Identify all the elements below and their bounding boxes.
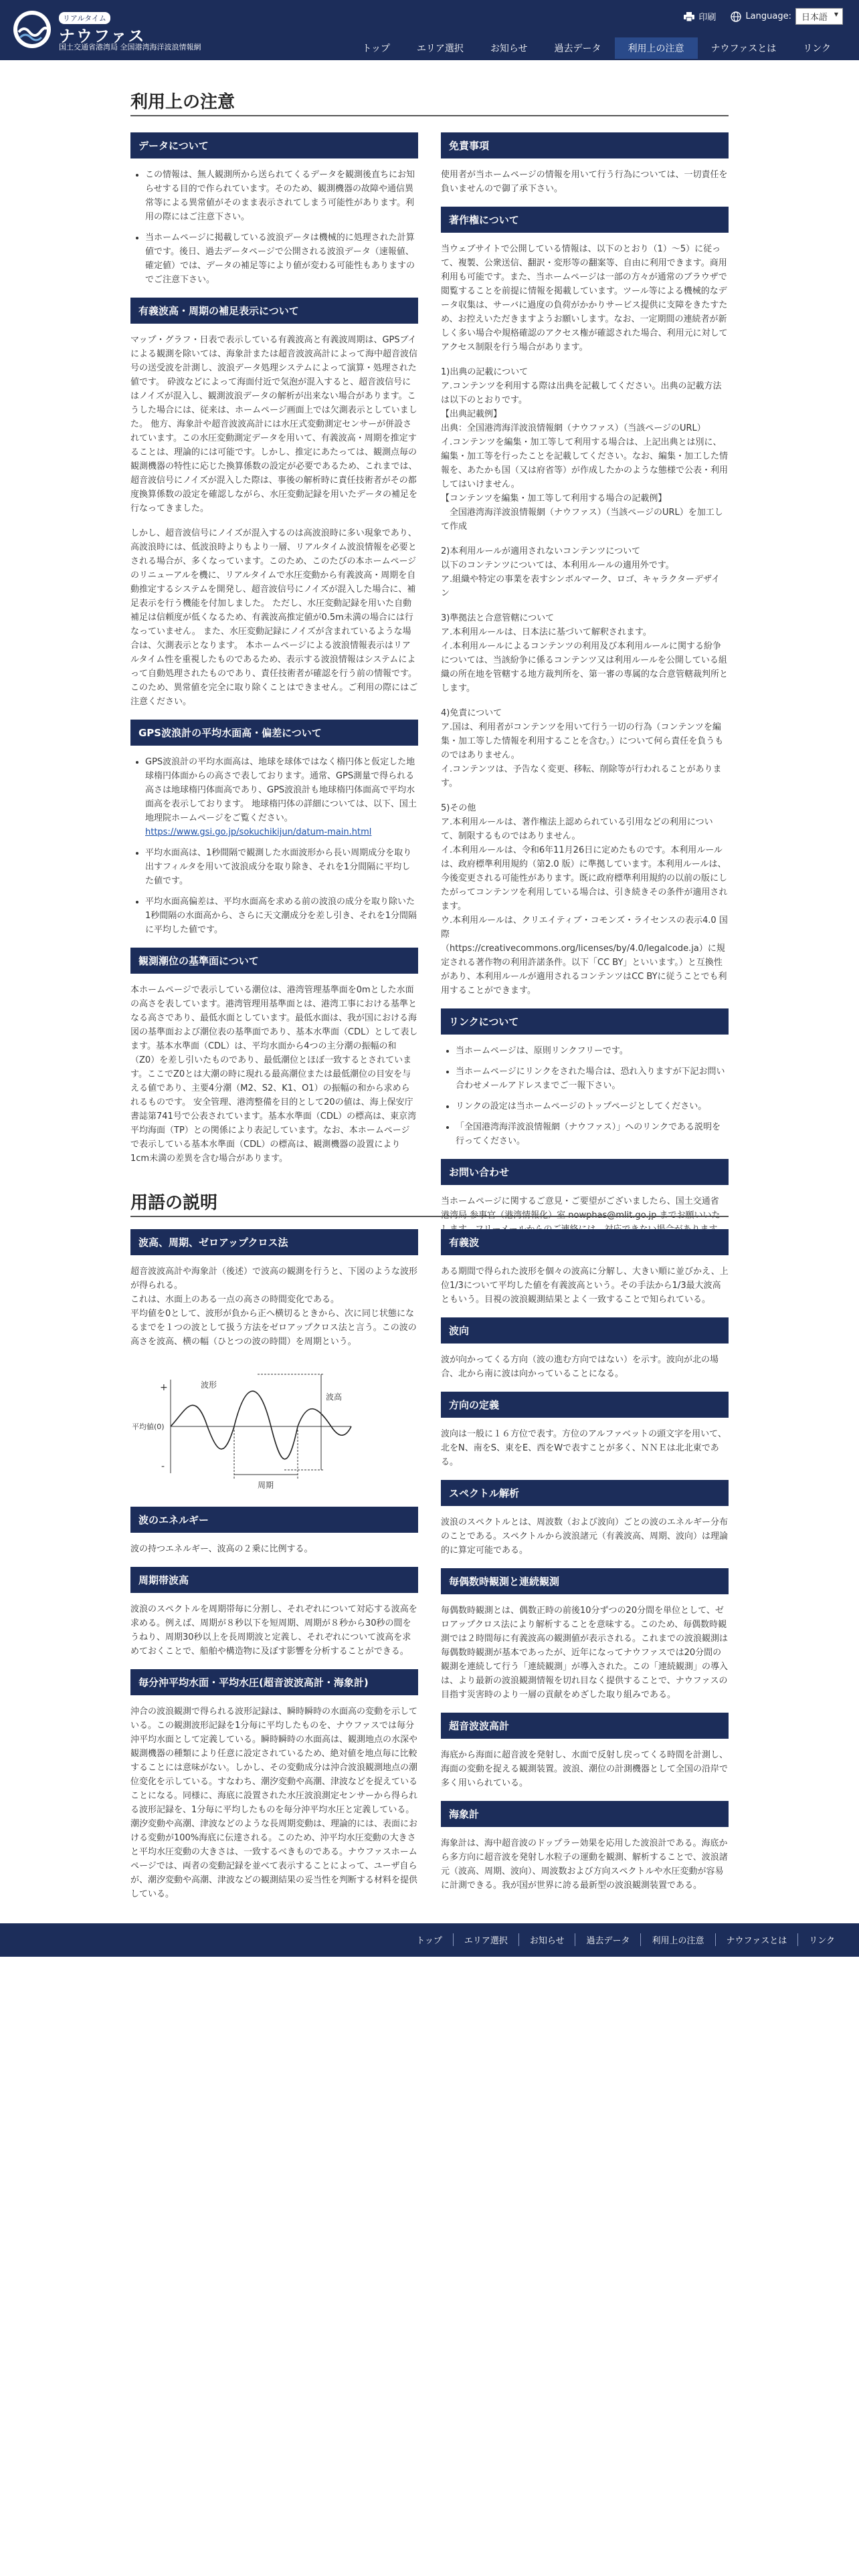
print-link[interactable]: 印刷 xyxy=(698,13,717,23)
nav-about[interactable]: ナウファスとは xyxy=(710,43,777,54)
gsi-datum-link[interactable]: https://www.gsi.go.jp/sokuchikijun/datum-main.html xyxy=(145,827,372,837)
paragraph: 波の持つエネルギー、波高の２乗に比例する。 xyxy=(130,1544,313,1554)
title-divider xyxy=(130,1216,729,1217)
section-heading: スペクトル解析 xyxy=(441,1480,729,1506)
list-item: • 平均水面高は、1秒間隔で観測した水面波形から長い周期成分を取り出すフィルタを用いて波浪成分を取り除き、それを1分間隔に平均した値です。 xyxy=(145,846,418,888)
link-notes-list xyxy=(441,1044,729,1148)
globe-icon xyxy=(731,11,741,22)
paragraph: しかし、超音波信号にノイズが混入するのは高波浪時に多い現象であり、高波浪時には、低波浪時よりもより一層、リアルタイム波浪情報を必要とされる場合が、多くなっています。このため、このたびの本ホームページのリニューアルを機に、リアルタイムで水圧変動から有義波高・周期を自動推定するシステムを開発し、超音波信号にノイズが混入した場合に、補足表示を行う機能を付加しました。 ただし、水圧変動記録を用いた自動補足は信頼度が低くなるため、有義波高推定値が0.5m未満の場合には行なっていません。 また、水圧変動記録にノイズが含まれているような場合は、欠測表示となります。 本ホームページによる波浪情報表示はリアルタイム性を重視したものであるため、表示する波浪情報はシステムによって自動処理されたものであり、責任技術者が確認を行う前の情報です。このため、異常値を完全に取り除くことはできません。ご利用の際にはご注意ください。 xyxy=(130,528,418,707)
paragraph: 沖合の波浪観測で得られる波形記録は、瞬時瞬時の水面高の変動を示している。この観測波形記録を1分毎に平均したものを、ナウファスでは毎分沖平均水面として定義している。瞬時瞬時の水面高は、観測地点の水深や観測機器の種類により任意に設定されているため、絶対値を地点毎に比較することには意味がない。しかし、その変動成分は沖合波浪観測地点の潮位変化を示している。すなわち、潮汐変動や高潮、津波などを捉えていることになる。同様に、海底に設置された水圧波浪測定センサーから得られる波形記録を、1分毎に平均したものを毎分沖平均水圧と定義している。潮汐変動や高潮、津波などのような長周期変動は、理論的には、表面における変動が100%海底に伝達される。このため、沖平均水圧変動の大きさと平均水圧変動の大きさは、一致するべきものである。ナウファスホームページでは、両者の変動記録を並べて表示することによって、ユーザ自らが、潮汐変動や高潮、津波などの観測結果の妥当性を判断する材料を提供している。 xyxy=(130,1707,418,1899)
paragraph: 波浪のスペクトルとは、周波数（および波向）ごとの波のエネルギー分布のことである。スペクトルから波浪諸元（有義波高、周期、波向）は理論的に算定可能である。 xyxy=(441,1517,729,1555)
glossary-right-column xyxy=(441,1229,729,1903)
printer-icon[interactable] xyxy=(684,12,694,21)
diagram-label-period: 周期 xyxy=(258,1481,274,1490)
section-heading: 超音波波高計 xyxy=(441,1713,729,1739)
nav-news[interactable]: お知らせ xyxy=(490,43,528,54)
footer-nav-about[interactable]: ナウファスとは xyxy=(715,1933,798,1946)
section-heading: 毎偶数時観測と連続観測 xyxy=(441,1568,729,1594)
logo-title[interactable]: ナウファス xyxy=(59,27,146,45)
diagram-label-minus: - xyxy=(161,1461,165,1472)
paragraph: 海象計は、海中超音波のドップラー効果を応用した波浪計である。海底から多方向に超音波を発射し水粒子の運動を観測、解析することで、波浪諸元（波高、周期、波向）、周波数および方向スペクトルや水圧変動が容易に計測できる。我が国が世界に誇る最新型の波浪観測装置である。 xyxy=(441,1838,728,1891)
footer-nav-past-data[interactable]: 過去データ xyxy=(575,1933,640,1946)
paragraph: 超音波波高計や海象計（後述）で波高の観測を行うと、下図のような波形が得られる。 これは、水面上のある一点の高さの時間変化である。 平均値を0として、波形が負から正へ横切るときから、次に同じ状態になるまでを１つの波として扱う方法をゼロアップクロス法と言う。この波の高さを波高、横の幅（ひとつの波の時間）を周期という。 xyxy=(130,1267,418,1347)
footer-nav xyxy=(405,1933,846,1946)
section-heading: 有義波高・周期の補足表示について xyxy=(130,298,418,324)
section-heading: 方向の定義 xyxy=(441,1392,729,1418)
list-item: • 「全国港湾海洋波浪情報網（ナウファス）」へのリンクである説明を行ってください。 xyxy=(456,1120,729,1148)
diagram-label-height: 波高 xyxy=(326,1392,343,1402)
usage-left-column xyxy=(130,132,418,1176)
nav-past-data[interactable]: 過去データ xyxy=(554,43,601,54)
footer-nav-area-select[interactable]: エリア選択 xyxy=(453,1933,518,1946)
section-heading: データについて xyxy=(130,132,418,158)
paragraph: 毎偶数時観測とは、偶数正時の前後10分ずつの20分間を単位として、ゼロアップクロス法により解析することを意味する。このため、毎偶数時観測では２時間毎に有義波高の観測値が表示される。これまでの波浪観測は毎偶数時観測が基本であったが、近年になってナウファスでは20分間の観測を連続して行う「連続観測」が導入された。この「連続観測」の導入は、より最新の波浪観測情報を切れ目なく提供することで、ナウファスの目指す災害時のより一層の貢献をめざした取り組みである。 xyxy=(441,1606,729,1700)
nav-area-select[interactable]: エリア選択 xyxy=(416,43,464,54)
site-header xyxy=(0,0,859,60)
paragraph: 海底から海面に超音波を発射し、水面で反射し戻ってくる時間を計測し、海面の変動を捉える観測装置。波浪、潮位の計測機器として全国の沿岸で多く用いられている。 xyxy=(441,1750,729,1788)
language-label: Language: xyxy=(745,11,791,21)
list-item: • この情報は、無人観測所から送られてくるデータを観測後直ちにお知らせする目的で作られています。そのため、観測機器の故障や通信異常等による異常値がそのまま表示されてしまう可能性があります。利用の際にはご注意下さい。 xyxy=(145,168,418,224)
site-footer xyxy=(0,1923,859,1957)
utility-bar xyxy=(684,8,843,25)
diagram-label-plus: + xyxy=(160,1382,168,1393)
section-heading: 波向 xyxy=(441,1317,729,1344)
wave-curve xyxy=(171,1391,351,1459)
zero-upcross-diagram xyxy=(130,1360,418,1493)
paragraph: ある期間で得られた波形を個々の波高に分解し、大きい順に並びかえ、上位1/3について平均した値を有義波高という。その手法から1/3最大波高ともいう。目視の波浪観測結果とよく一致することで知られている。 xyxy=(441,1267,729,1305)
paragraph: 本ホームページで表示している潮位は、港湾管理基準面を0mとした水面の高さを表しています。港湾管理用基準面とは、港湾工事における基準となる高さであり、最低水面としています。最低水面は、我が国における海図の基準面および潮位表の基準面であり、基本水準面（CDL）として表します。基本水準面（CDL）は、平均水面から4つの主分潮の振幅の和（Z0）を差し引いたものであり、最低潮位とほぼ一致するとされています。ここでZ0とは大潮の時に現れる最高潮位または最低潮位の目安を与える値であり、主要4分潮（M2、S2、K1、O1）の振幅の和から求められるものです。 安全管理、港湾整備を目的として20の値は、海上保安庁書誌第741号で公表されています。基本水準面（CDL）の標高は、東京湾平均海面（TP）との関係により表記しています。なお、本ホームページで表示している基本水準面（CDL）の標高は、観測機器の設置により1cm未満の差異を含む場合があります。 xyxy=(130,985,418,1164)
footer-nav-usage-notes[interactable]: 利用上の注意 xyxy=(640,1933,714,1946)
section-heading: リンクについて xyxy=(441,1008,729,1035)
logo-badge: リアルタイム xyxy=(59,12,110,24)
nav-usage-notes[interactable]: 利用上の注意 xyxy=(615,37,698,59)
list-item-text: GPS波浪計の平均水面高は、地球を球体ではなく楕円体と仮定した地球楕円体面からの高さで表しております。通常、GPS測量で得られる高さは地球楕円体面高であり、GPS波浪計も地球楕円体面高で平均水面高を表示しております。 地球楕円体の詳細については、以下、国土地理院ホームページをご覧ください。 xyxy=(145,757,417,823)
diagram-label-mean: 平均値(0) xyxy=(132,1422,165,1431)
nav-links[interactable]: リンク xyxy=(803,43,831,54)
footer-nav-top[interactable]: トップ xyxy=(416,1936,442,1946)
section-heading: 周期帯波高 xyxy=(130,1567,418,1593)
section-heading: 海象計 xyxy=(441,1801,729,1827)
gps-notes-list xyxy=(130,755,418,937)
paragraph: 2)本利用ルールが適用されないコンテンツについて 以下のコンテンツについては、本利用ルールの適用外です。 ア.組織や特定の事業を表すシンボルマーク、ロゴ、キャラクターデザイン xyxy=(441,546,721,599)
section-heading: 有義波 xyxy=(441,1229,729,1255)
list-item xyxy=(145,755,418,839)
list-item: • 平均水面高偏差は、平均水面高を求める前の波浪の成分を取り除いた1秒間隔の水面高から、さらに天文潮成分を差し引き、それを1分間隔に平均した値です。 xyxy=(145,895,418,937)
language-select[interactable]: 日本語 ▼ xyxy=(795,8,843,25)
paragraph: 当ホームページに関するご意見・ご要望がございましたら、国土交通省 xyxy=(441,1196,719,1206)
paragraph: 4)免責について ア.国は、利用者がコンテンツを用いて行う一切の行為（コンテンツを編集・加工等した情報を利用することを含む。）について何ら責任を負うものではありません。 イ.コンテンツは、予告なく変更、移転、削除等が行われることがあります。 xyxy=(441,708,724,788)
logo-subtitle: 国土交通省港湾局 全国港湾海洋波浪情報網 xyxy=(59,43,201,51)
section-heading: 波のエネルギー xyxy=(130,1507,418,1533)
paragraph: 波が向かってくる方向（波の進む方向ではない）を示す。波向が北の場合、北から南に波は向かっていることになる。 xyxy=(441,1355,719,1379)
section-heading: 著作権について xyxy=(441,207,729,233)
footer-nav-links[interactable]: リンク xyxy=(797,1933,846,1946)
section-heading: 免責事項 xyxy=(441,132,729,158)
list-item: • 当ホームページにリンクをされた場合は、恐れ入りますが下記お問い合わせメールアドレスまでご一報下さい。 xyxy=(456,1065,729,1093)
paragraph: 波浪のスペクトルを周期帯毎に分割し、それぞれについて対応する波高を求める。例えば、周期が８秒以下を短周期、周期が８秒から30秒の間をうねり、周期30秒以上を長周期波と定義し、それぞれについて波高を求めておくことで、船舶や構造物に及ぼす影響を分析することができる。 xyxy=(130,1604,417,1656)
paragraph: マップ・グラフ・日表で表示している有義波高と有義波周期は、GPSブイによる観測を除いては、海象計または超音波波高計によって海中超音波信号の送受波を計測し、波浪データ処理システムによって演算・処理された値です。 砕波などによって海面付近で気泡が混入すると、超音波信号にはノイズが混入し、観測波浪データの解析が出来ない場合があります。こうした場合には、従来は、ホームページ画面上では欠測表示としていました。 他方、海象計や超音波波高計には水圧式変動測定センサーが併設されています。この水圧変動測定データを用いて、有義波高・周期を推定することは、理論的には可能です。しかし、推定にあたっては、観測点毎の観測機器の特性に応じた換算係数の設定が必要であるため、これまでは、超音波信号にノイズが混入した際は、事後の解析時に責任技術者がその都度換算係数の設定を確認しながら、水圧変動記録を用いたデータの補足を行なってきました。 xyxy=(130,335,418,514)
section-heading: 観測潮位の基準面について xyxy=(130,948,418,974)
paragraph: 3)準拠法と合意管轄について ア.本利用ルールは、日本法に基づいて解釈されます。 イ.本利用ルールによるコンテンツの利用及び本利用ルールに関する紛争については、当該紛争に係るコンテンツ又は利用ルールを公開している組織の所在地を管轄する地方裁判所を、第一審の専属的な合意管轄裁判所とします。 xyxy=(441,613,729,693)
title-divider xyxy=(130,115,729,116)
main-nav xyxy=(349,37,844,59)
section-heading: GPS波浪計の平均水面高・偏差について xyxy=(130,720,418,746)
page-title: 利用上の注意 xyxy=(130,92,235,112)
paragraph: 使用者が当ホームページの情報を用いて行う行為については、一切責任を負いませんので御了承下さい。 xyxy=(441,170,728,194)
section-heading: 毎分沖平均水面・平均水圧(超音波波高計・海象計) xyxy=(130,1669,418,1695)
glossary-title: 用語の説明 xyxy=(130,1193,218,1213)
footer-nav-news[interactable]: お知らせ xyxy=(518,1933,575,1946)
glossary-left-column xyxy=(130,1229,418,1912)
section-heading: お問い合わせ xyxy=(441,1159,729,1185)
diagram-label-wave: 波形 xyxy=(201,1380,217,1390)
paragraph: 1)出典の記載について ア.コンテンツを利用する際は出典を記載してください。出典の記載方法は以下のとおりです。 【出典記載例】 出典：全国港湾海洋波浪情報網（ナウファス）（当該ページのURL） イ.コンテンツを編集・加工等して利用する場合は、上記出典とは別に、編集・加工等を行ったことを記載してください。なお、編集・加工した情報を、あたかも国（又は府省等）が作成したかのような態様で公表・利用してはいけません。 【コンテンツを編集・加工等して利用する場合の記載例】 全国港湾海洋波浪情報網（ナウファス）（当該ページのURL）を加工して作成 xyxy=(441,367,729,532)
list-item: • 当ホームページは、原則リンクフリーです。 xyxy=(456,1044,729,1058)
paragraph: 当ウェブサイトで公開している情報は、以下のとおり（1）～5）に従って、複製、公衆送信、翻訳・変形等の翻案等、自由に利用できます。商用利用も可能です。また、当ホームページは一部の方々が通常のブラウザで閲覧することを前提に情報を掲載しています。ツール等による機械的なデータ収集は、サーバに過度の負荷がかかりサービス提供に支障をきたすため、お控えいただきますようお願いします。なお、一定期間の連続者が新しく多い場合や規格確認のアクセス権が確認された場合、利用元に対してアクセス制限を行う場合があります。 xyxy=(441,244,728,352)
data-notes-list xyxy=(130,168,418,287)
list-item: • リンクの設定は当ホームページのトップページとしてください。 xyxy=(456,1099,729,1113)
nowphas-logo-icon[interactable] xyxy=(12,9,52,49)
list-item: • 当ホームページに掲載している波浪データは機械的に処理された計算値です。後日、過去データページで公開される波浪データ（速報値、確定値）では、データの補足等により値が変わる可能性もありますのでご注意下さい。 xyxy=(145,231,418,287)
paragraph: 5)その他 ア.本利用ルールは、著作権法上認められている引用などの利用について、制限するものではありません。 イ.本利用ルールは、令和6年11月26日に定めたものです。本利用ルールは、政府標準利用規約（第2.0 版）に準拠しています。本利用ルールは、今後変更される可能性があります。既に政府標準利用規約の以前の版にしたがってコンテンツを利用している場合は、引き続きその条件が適用されます。 ウ.本利用ルールは、クリエイティブ・コモンズ・ライセンスの表示4.0 国際 （https://creativecommons.org/licenses/by/4.0/legalcode.ja）に規定される著作物の利用許諾条件。以下「CC BY」といいます。）と互換性があり、本利用ルールが適用されるコンテンツはCC BYに従うことでも利用することができます。 xyxy=(441,803,728,996)
nav-top[interactable]: トップ xyxy=(362,43,390,54)
usage-right-column xyxy=(441,132,729,1247)
section-heading: 波高、周期、ゼロアップクロス法 xyxy=(130,1229,418,1255)
paragraph: 波向は一般に１６方位で表す。方位のアルファベットの頭文字を用いて、北をN、南をS、東をE、西をWで表すことが多く、ＮＮＥは北北東である。 xyxy=(441,1429,727,1467)
